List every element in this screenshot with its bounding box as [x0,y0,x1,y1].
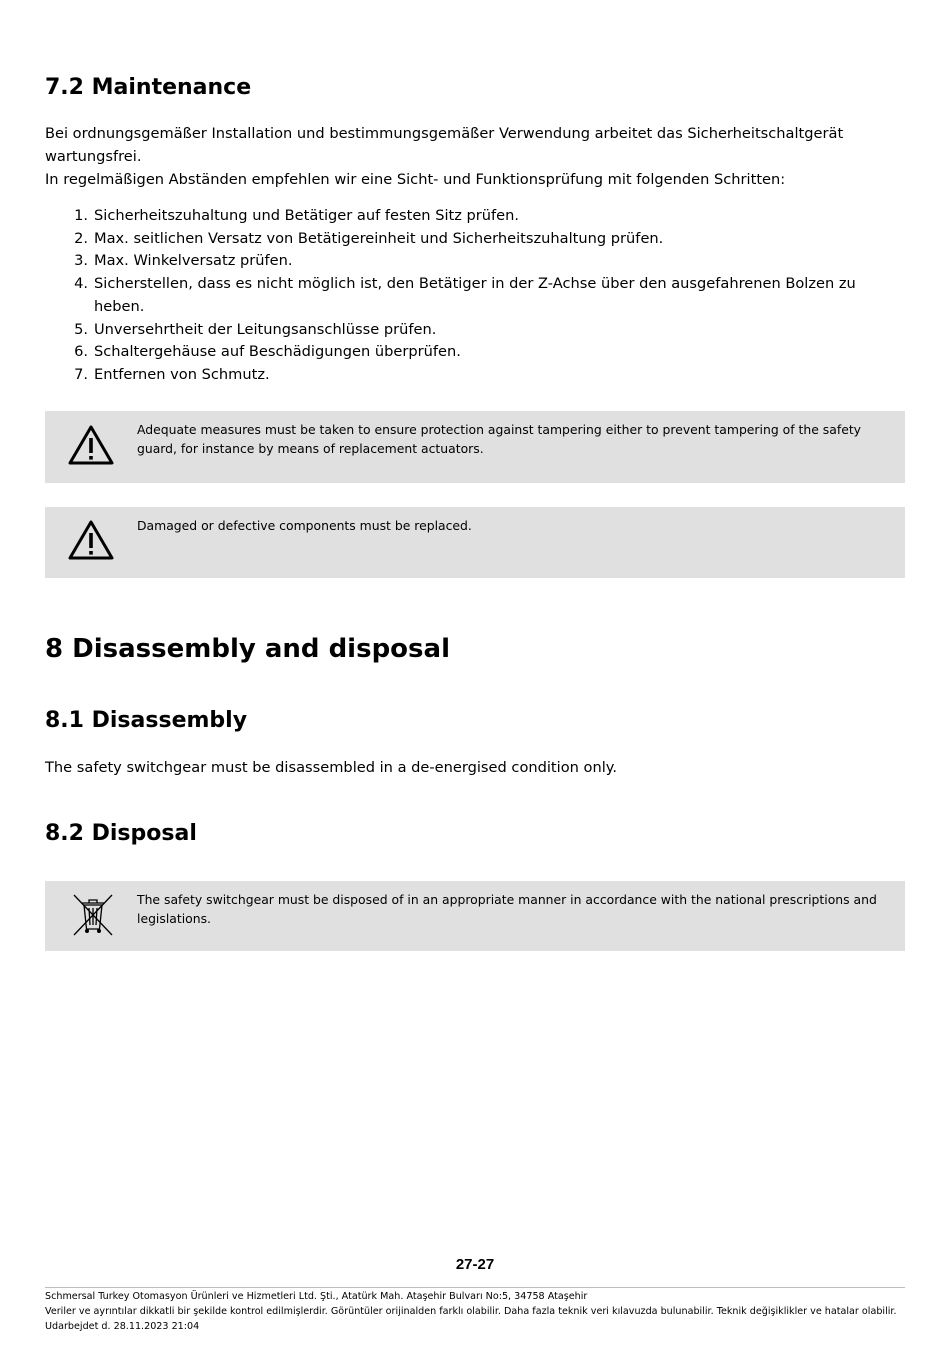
disassembly-text: The safety switchgear must be disassembled in a de-energised condition only. [45,759,617,776]
list-item: 1. Sicherheitszuhaltung und Betätiger auf festen Sitz prüfen. [74,207,520,224]
section-8-2-heading: 8.2 Disposal [45,821,197,846]
section-8-heading: 8 Disassembly and disposal [45,634,450,664]
list-item: 5. Unversehrtheit der Leitungsanschlüsse prüfen. [74,320,437,338]
footer-generated-date: Udarbejdet d. 28.11.2023 21:04 [45,1321,200,1332]
list-item: 4. Sicherstellen, dass es nicht möglich ist, den Betätiger in der Z-Achse über den ausgefahrenen Bolzen zu heben. [74,275,856,315]
crossed-out-bin-icon [72,893,114,937]
footer-divider [45,1287,905,1288]
tampering-warning-notice [45,411,905,483]
defective-components-warning-notice [45,507,905,578]
warning-triangle-icon [67,424,115,466]
maintenance-intro-1: Bei ordnungsgemäßer Installation und bestimmungsgemäßer Verwendung arbeitet das Sicherheitschaltgerät wartungsfrei. [45,125,844,165]
list-item: 2. Max. seitlichen Versatz von Betätigereinheit und Sicherheitszuhaltung prüfen. [74,229,664,247]
disposal-notice-text: The safety switchgear must be disposed of in an appropriate manner in accordance with the national prescriptions and legislations. [137,892,877,926]
disposal-notice [45,881,905,951]
list-item: 3. Max. Winkelversatz prüfen. [74,252,293,270]
footer-company: Schmersal Turkey Otomasyon Ürünleri ve Hizmetleri Ltd. Şti., Atatürk Mah. Ataşehir Bulvarı No:5, 34758 Ataşehir [45,1291,588,1302]
maintenance-steps-list [45,205,905,387]
section-7-2-heading: 7.2 Maintenance [45,75,252,100]
tampering-warning-text: Adequate measures must be taken to ensure protection against tampering either to prevent tampering of the safety guard, for instance by means of replacement actuators. [137,422,862,456]
list-item: 6. Schaltergehäuse auf Beschädigungen überprüfen. [74,343,461,361]
section-8-1-heading: 8.1 Disassembly [45,708,248,733]
footer [45,1289,905,1334]
footer-disclaimer: Veriler ve ayrıntılar dikkatli bir şekilde kontrol edilmişlerdir. Görüntüler orijinalden farklı olabilir. Daha fazla teknik veri kılavuzda bulunabilir. Teknik değişiklikler ve hatalar olabilir. [45,1306,897,1317]
list-item: 7. Entfernen von Schmutz. [74,365,270,383]
warning-triangle-icon [67,519,115,561]
maintenance-intro-2: In regelmäßigen Abständen empfehlen wir eine Sicht- und Funktionsprüfung mit folgenden Schritten: [45,171,786,188]
defective-components-warning-text: Damaged or defective components must be replaced. [137,518,472,533]
page-number: 27-27 [455,1256,495,1273]
